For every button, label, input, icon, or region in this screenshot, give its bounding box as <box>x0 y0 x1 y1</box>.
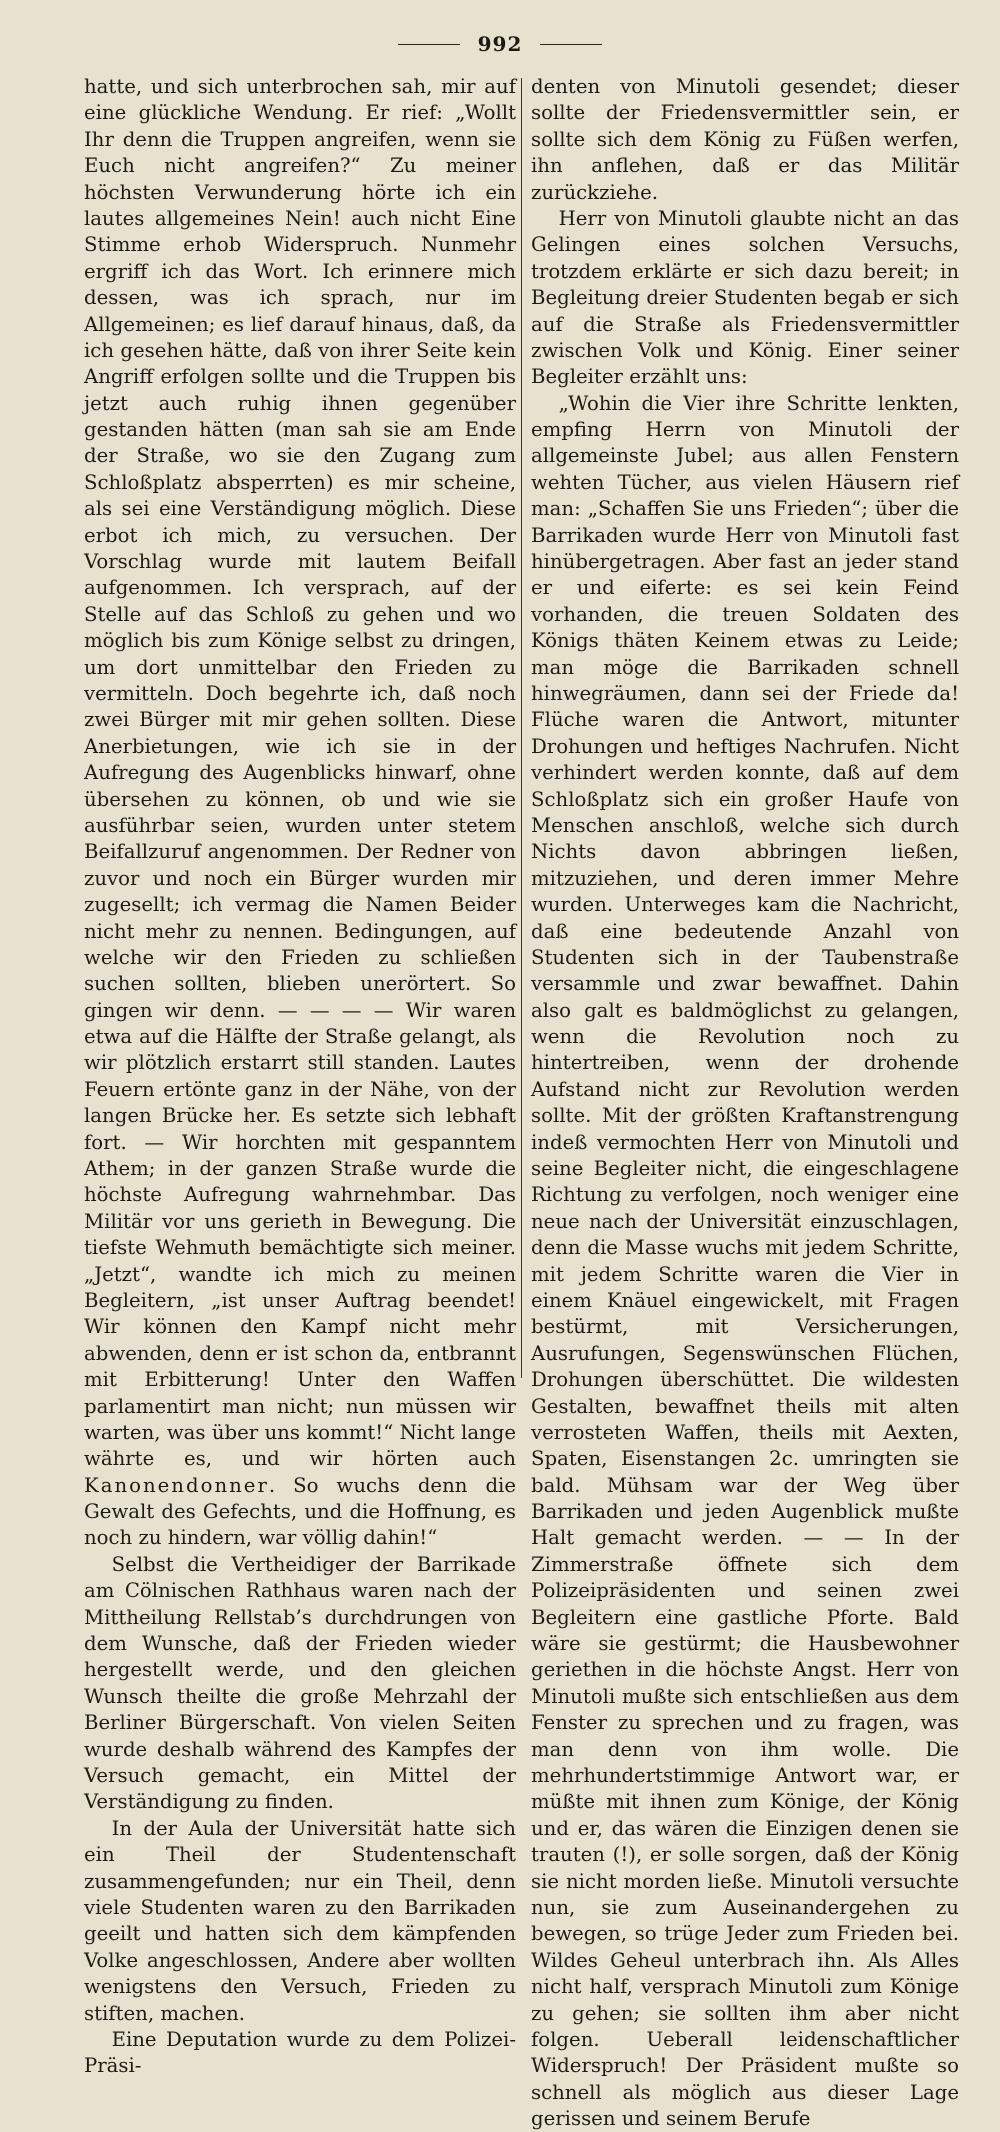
paragraph <box>84 74 516 1552</box>
right-column <box>531 74 959 2131</box>
paragraph: Herr von Minutoli glaubte nicht an das Gelingen eines solchen Versuchs, trotzdem erklärte er sich dazu bereit; in Begleitung dreier Studenten begab er sich auf die Straße als Friedensvermittler zwischen Volk und König. Einer seiner Begleiter erzählt uns: <box>531 206 959 389</box>
paragraph: In der Aula der Universität hatte sich ein Theil der Studentenschaft zusammengefunden; nur ein Theil, denn viele Studenten waren zu den Barrikaden geeilt und hatten sich dem kämpfenden Volke angeschlossen, Andere aber wollten wenigstens den Versuch, Frieden zu stiften, machen. <box>84 1816 516 2025</box>
page-header <box>0 28 1000 60</box>
paragraph: denten von Minutoli gesendet; dieser sollte der Friedensvermittler sein, er sollte sich dem König zu Füßen werfen, ihn anflehen, daß er das Militär zurückziehe. <box>531 75 959 204</box>
page-number: 992 <box>477 32 523 56</box>
paragraph: „Wohin die Vier ihre Schritte lenkten, empfing Herrn von Minutoli der allgemeinste Jubel; aus allen Fenstern wehten Tücher, aus vielen Häusern rief man: „Schaffen Sie uns Frieden“; über die Barrikaden wurde Herr von Minutoli fast hinübergetragen. Aber fast an jeder stand er und eiferte: es sei kein Feind vorhanden, die treuen Soldaten des Königs thäten Keinem etwas zu Leide; man möge die Barrikaden schnell hinwegräumen, dann sei der Friede da! Flüche waren die Antwort, mitunter Drohungen und heftiges Nachrufen. Nicht verhindert werden konnte, daß auf dem Schloßplatz sich ein großer Haufe von Menschen anschloß, welche sich durch Nichts davon abbringen ließen, mitzuziehen, und deren immer Mehre wurden. Unterweges kam die Nachricht, daß eine bedeutende Anzahl von Studenten sich in der Taubenstraße versammle und zwar bewaffnet. Dahin also galt es baldmöglichst zu gelangen, wenn die Revolution noch zu hintertreiben, wenn der drohende Aufstand nicht zur Revolution werden sollte. Mit der größten Kraftanstrengung indeß vermochten Herr von Minutoli und seine Begleiter nicht, die eingeschlagene Richtung zu verfolgen, noch weniger eine neue nach der Universität einzuschlagen, denn die Masse wuchs mit jedem Schritte, mit jedem Schritte waren die Vier in einem Knäuel eingewickelt, mit Fragen bestürmt, mit Versicherungen, Ausrufungen, Segenswünschen Flüchen, Drohungen überschüttet. Die wildesten Gestalten, bewaffnet theils mit alten verrosteten Waffen, theils mit Aexten, Spaten, Eisenstangen 2c. umringten sie bald. Mühsam war der Weg über Barrikaden und jeden Augenblick mußte Halt gemacht werden. — — In der Zimmerstraße öffnete sich dem Polizeipräsidenten und seinen zwei Begleitern eine gastliche Pforte. Bald wäre sie gestürmt; die Hausbewohner geriethen in die höchste Angst. Herr von Minutoli mußte sich entschließen aus dem Fenster zu sprechen und zu fragen, was man denn von ihm wolle. Die mehrhundertstimmige Antwort war, er müßte mit ihnen zum Könige, der König und er, das wären die Einzigen denen sie trauten (!), er solle sorgen, daß der König sie nicht morden ließe. Minutoli versuchte nun, sie zum Auseinandergehen zu bewegen, so trüge Jeder zum Frieden bei. Wildes Geheul unterbrach ihn. Als Alles nicht half, versprach Minutoli zum Könige zu gehen; sie sollten ihm aber nicht folgen. Ueberall leidenschaftlicher Widerspruch! Der Präsident mußte so schnell als möglich aus dieser Lage gerissen und seinem Berufe <box>531 391 959 2131</box>
left-column <box>84 74 516 2078</box>
paragraph: Selbst die Vertheidiger der Barrikade am Cölnischen Rathhaus waren nach der Mittheilung Rellstab’s durchdrungen von dem Wunsche, daß der Frieden wieder hergestellt werde, und den gleichen Wunsch theilte die große Mehrzahl der Berliner Bürgerschaft. Von vielen Seiten wurde deshalb während des Kampfes der Versuch gemacht, ein Mittel der Verständigung zu finden. <box>84 1552 516 1814</box>
paragraph-text-continued: . So wuchs denn die Gewalt des Gefechts, und die Hoffnung, es noch zu hindern, war völlig dahin!“ <box>84 1473 516 1550</box>
column-divider <box>521 78 522 1378</box>
header-rule-left <box>398 44 460 45</box>
paragraph-text: hatte, und sich unterbrochen sah, mir auf eine glückliche Wendung. Er rief: „Wollt Ihr denn die Truppen angreifen, wenn sie Euch nicht angreifen?“ Zu meiner höchsten Verwunderung hörte ich ein lautes allgemeines Nein! auch nicht Eine Stimme erhob Widerspruch. Nunmehr ergriff ich das Wort. Ich erinnere mich dessen, was ich sprach, nur im Allgemeinen; es lief darauf hinaus, daß, da ich gesehen hätte, daß von ihrer Seite kein Angriff erfolgen sollte und die Truppen bis jetzt auch ruhig ihnen gegenüber gestanden hätten (man sah sie am Ende der Straße, wo sie den Zugang zum Schloßplatz absperrten) es mir scheine, als sei eine Verständigung möglich. Diese erbot ich mich, zu versuchen. Der Vorschlag wurde mit lautem Beifall aufgenommen. Ich versprach, auf der Stelle auf das Schloß zu gehen und wo möglich bis zum Könige selbst zu dringen, um dort unmittelbar den Frieden zu vermitteln. Doch begehrte ich, daß noch zwei Bürger mit mir gehen sollten. Diese Anerbietungen, wie ich sie in der Aufregung des Augenblicks hinwarf, ohne übersehen zu können, ob und wie sie ausführbar seien, wurden unter stetem Beifallzuruf angenommen. Der Redner von zuvor und noch ein Bürger wurden mir zugesellt; ich vermag die Namen Beider nicht mehr zu nennen. Bedingungen, auf welche wir den Frieden zu schließen suchen sollten, blieben unerörtert. So gingen wir denn. — — — — Wir waren etwa auf die Hälfte der Straße gelangt, als wir plötzlich erstarrt still standen. Lautes Feuern ertönte ganz in der Nähe, von der langen Brücke her. Es setzte sich lebhaft fort. — Wir horchten mit gespanntem Athem; in der ganzen Straße wurde die höchste Aufregung wahrnehmbar. Das Militär vor uns gerieth in Bewegung. Die tiefste Wehmuth bemächtigte sich meiner. „Jetzt“, wandte ich mich zu meinen Begleitern, „ist unser Auftrag beendet! Wir können den Kampf nicht mehr abwenden, denn er ist schon da, entbrannt mit Erbitterung! Unter den Waffen parlamentirt man nicht; nun müssen wir warten, was über uns kommt!“ Nicht lange währte es, und wir hörten auch <box>84 75 516 1471</box>
header-rule-right <box>540 44 602 45</box>
paragraph: Eine Deputation wurde zu dem Polizei-Präsi- <box>84 2027 516 2078</box>
spaced-word: Kanonendonner <box>84 1473 269 1497</box>
